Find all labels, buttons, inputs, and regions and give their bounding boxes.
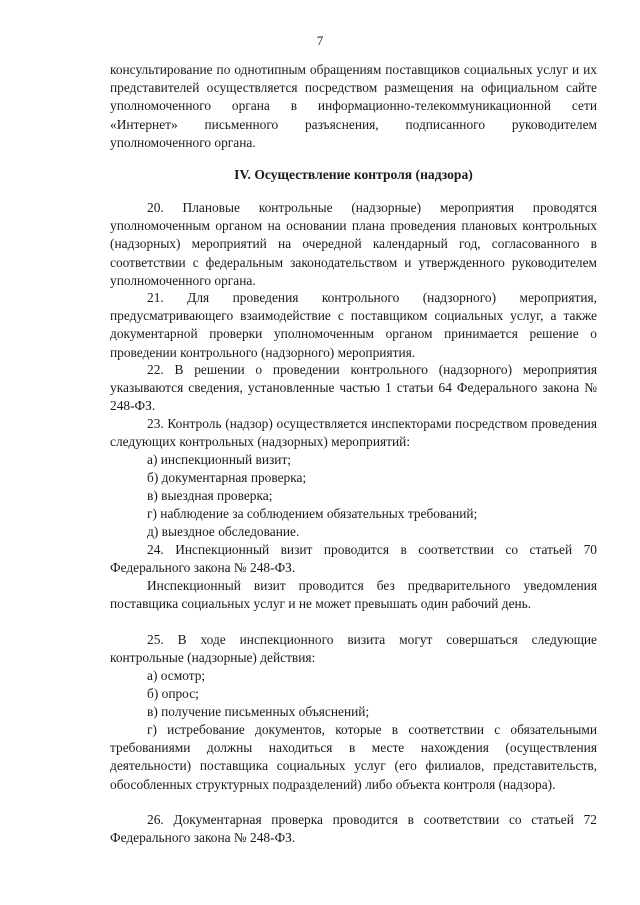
list-item: а) инспекционный визит; bbox=[147, 452, 292, 467]
paragraph-24-note: Инспекционный визит проводится без предварительного уведомления поставщика социальных услуг и не может превышать один рабочий день. bbox=[110, 578, 597, 612]
paragraph-20: 20. Плановые контрольные (надзорные) мероприятия проводятся уполномоченным органом на основании плана проведения плановых контрольных (надзорных) мероприятий на очередной календарный год, согласованного в соответствии с федеральным законодательством и утвержденного руководителем уполномоченного органа. bbox=[110, 200, 597, 288]
list-item: в) выездная проверка; bbox=[147, 488, 273, 503]
list-item: д) выездное обследование. bbox=[147, 524, 300, 539]
paragraph-21: 21. Для проведения контрольного (надзорного) мероприятия, предусматривающего взаимодействие с поставщиком социальных услуг, а также документарной проверки уполномоченным органом принимается решение о проведении контрольного (надзорного) мероприятия. bbox=[110, 290, 597, 360]
section-heading: IV. Осуществление контроля (надзора) bbox=[234, 167, 473, 182]
page-number: 7 bbox=[316, 33, 324, 48]
paragraph-25: 25. В ходе инспекционного визита могут совершаться следующие контрольные (надзорные) действия: bbox=[110, 632, 597, 666]
list-item: в) получение письменных объяснений; bbox=[147, 704, 370, 719]
list-item: г) наблюдение за соблюдением обязательных требований; bbox=[147, 506, 478, 521]
paragraph-24: 24. Инспекционный визит проводится в соответствии со статьей 70 Федерального закона № 248-ФЗ. bbox=[110, 542, 597, 576]
paragraph-22: 22. В решении о проведении контрольного (надзорного) мероприятия указываются сведения, установленные частью 1 статьи 64 Федерального закона № 248-ФЗ. bbox=[110, 362, 597, 414]
paragraph-26: 26. Документарная проверка проводится в соответствии со статьей 72 Федерального закона № 248-ФЗ. bbox=[110, 812, 597, 846]
paragraph-23: 23. Контроль (надзор) осуществляется инспекторами посредством проведения следующих контрольных (надзорных) мероприятий: bbox=[110, 416, 597, 450]
paragraph-25-last: г) истребование документов, которые в соответствии с обязательными требованиями должны находиться в месте нахождения (осуществления деятельности) поставщика социальных услуг (его филиалов, представительств, обособленных структурных подразделений) либо объекта контроля (надзора). bbox=[110, 722, 597, 792]
list-item: б) документарная проверка; bbox=[147, 470, 307, 485]
list-item: а) осмотр; bbox=[147, 668, 206, 683]
intro-paragraph: консультирование по однотипным обращениям поставщиков социальных услуг и их представителей осуществляется посредством размещения на официальном сайте уполномоченного органа в информационно-телекоммуникационной сети «Интернет» письменного разъяснения, подписанного руководителем уполномоченного органа. bbox=[110, 62, 597, 150]
list-item: б) опрос; bbox=[147, 686, 199, 701]
